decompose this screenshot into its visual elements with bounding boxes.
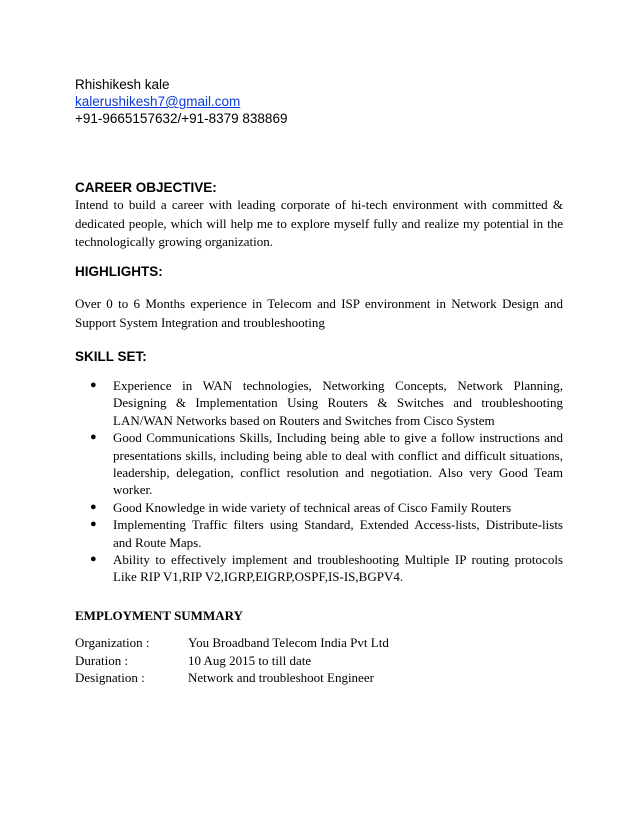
career-objective-text: Intend to build a career with leading corporate of hi-tech environment with committed & dedicated people, which will help me to explore myself fully and realize my potential in the technologically growing organization. (75, 197, 563, 250)
bullet-icon: ● (90, 431, 97, 444)
skill-set-heading: SKILL SET: (75, 349, 147, 364)
employment-summary-table (75, 634, 389, 687)
highlights-text: Over 0 to 6 Months experience in Telecom and ISP environment in Network Design and Support System Integration and troubleshooting (75, 296, 563, 330)
employment-row-organization (75, 634, 389, 652)
bullet-icon: ● (90, 500, 97, 513)
contact-block (75, 76, 287, 127)
list-item: ● Experience in WAN technologies, Networking Concepts, Network Planning, Designing & Implementation Using Routers & Switches and troubleshooting LAN/WAN Networks based on Routers and Switches from Cisco System (90, 378, 563, 428)
employment-summary-heading: EMPLOYMENT SUMMARY (75, 608, 243, 623)
list-item: ● Ability to effectively implement and troubleshooting Multiple IP routing protocols Like RIP V1,RIP V2,IGRP,EIGRP,OSPF,IS-IS,BGPV4. (90, 552, 563, 585)
list-item: ● Good Knowledge in wide variety of technical areas of Cisco Family Routers (90, 499, 512, 515)
duration-value: 10 Aug 2015 to till date (188, 652, 312, 668)
phone-number: +91-9665157632/+91-8379 838869 (75, 111, 288, 126)
designation-label: Designation : (75, 670, 145, 686)
list-item: ● Implementing Traffic filters using Standard, Extended Access-lists, Distribute-lists and Route Maps. (90, 517, 563, 550)
skill-set-list (90, 377, 563, 586)
career-objective-heading: CAREER OBJECTIVE: (75, 180, 217, 195)
candidate-name: Rhishikesh kale (75, 77, 170, 92)
bullet-icon: ● (90, 553, 97, 566)
organization-value: You Broadband Telecom India Pvt Ltd (188, 635, 389, 650)
duration-label: Duration : (75, 652, 129, 668)
employment-row-duration (75, 652, 389, 670)
organization-label: Organization : (75, 635, 150, 650)
list-item: ● Good Communications Skills, Including being able to give a follow instructions and presentations skills, including being able to deal with conflict and difficult situations, leadership, delegation, conflict resolution and negotiation. Also very Good Team worker. (90, 430, 563, 498)
employment-row-designation (75, 669, 389, 687)
bullet-icon: ● (90, 518, 97, 531)
bullet-icon: ● (90, 379, 97, 391)
email-link[interactable]: kalerushikesh7@gmail.com (75, 94, 241, 109)
highlights-heading: HIGHLIGHTS: (75, 264, 163, 279)
designation-value: Network and troubleshoot Engineer (188, 670, 374, 686)
